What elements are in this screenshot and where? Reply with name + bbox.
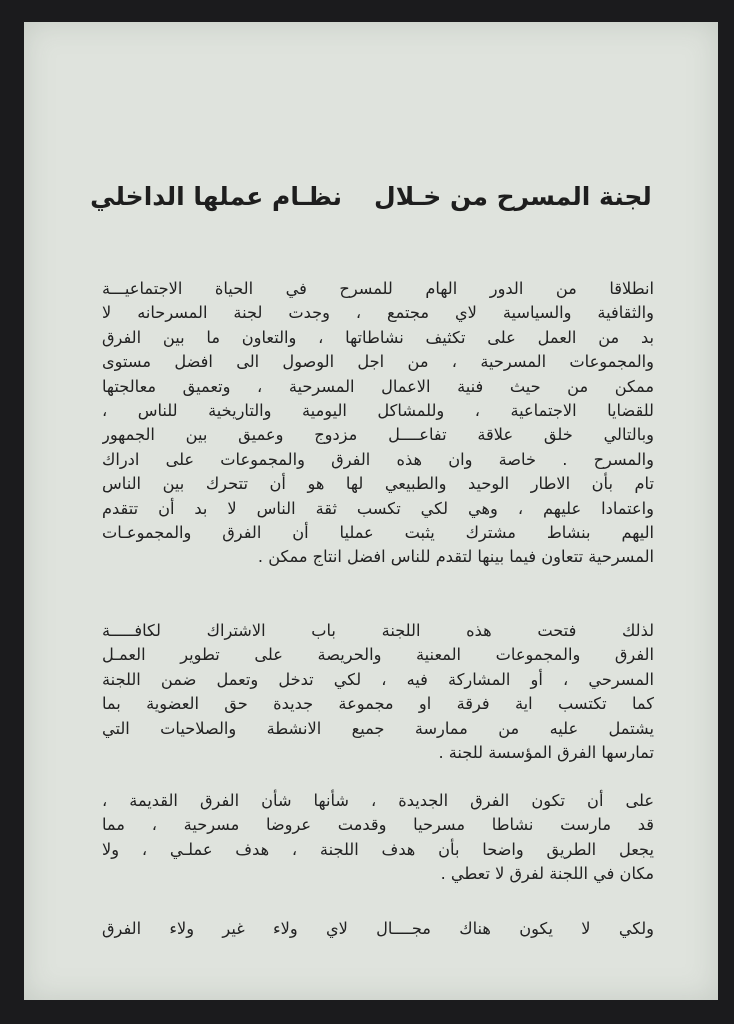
text-line: للقضايا الاجتماعية ، وللمشاكل اليومية والتاريخية للناس ، [102,400,654,420]
text-line: انطلاقا من الدور الهام للمسرح في الحياة الاجتماعيـــة [102,279,654,298]
text-line: بد من العمل على تكثيف نشاطاتها ، والتعاون ما بين الفرق [102,327,654,347]
page-title [24,182,718,211]
paragraph-1 [102,277,654,570]
title-part-2: نظـام عملها الداخلي [90,182,342,211]
text-line: تام بأن الاطار الوحيد والطبيعي لها هو أن تتحرك بين الناس [102,474,654,494]
text-line: يجعل الطريق واضحا بأن هدف اللجنة ، هدف عملـي ، ولا [102,839,654,859]
text-line: وبالتالي خلق علاقة تفاعــــل مزدوج وعميق بين الجمهور [102,425,654,445]
text-line: على أن تكون الفرق الجديدة ، شأنها شأن الفرق القديمة ، [102,791,654,810]
text-line: والمجموعات المسرحية ، من اجل الوصول الى افضل مستوى [102,352,654,372]
text-line: يشتمل عليه من ممارسة جميع الانشطة والصلاحيات التي [102,718,654,738]
text-line: قد مارست نشاطا مسرحيا وقدمت عروضا مسرحية ، مما [102,815,654,835]
text-line: الفرق والمجموعات المعنية والحريصة على تطوير العمـل [102,645,654,665]
text-line: اليهم بنشاط مشترك يثبت عمليا أن الفرق والمجموعـات [102,522,654,542]
text-line: المسرحي ، أو المشاركة فيه ، لكي تدخل وتعمل ضمن اللجنة [102,669,654,689]
text-line: مكان في اللجنة لفرق لا تعطي . [440,864,654,884]
title-part-1: لجنة المسرح من خـلال [374,182,652,211]
text-line: ممكن من حيث فنية الاعمال المسرحية ، وتعميق معالجتها [102,376,654,396]
paragraph-2 [102,619,654,765]
text-line: ولكي لا يكون هناك مجــــال لاي ولاء غير ولاء الفرق [102,919,654,938]
text-line: كما تكتسب اية فرقة او مجموعة جديدة حق العضوية بما [102,694,654,714]
text-line: والمسرح . خاصة وان هذه الفرق والمجموعات على ادراك [102,449,654,469]
document-page [24,22,718,1000]
text-line: والثقافية والسياسية لاي مجتمع ، وجدت لجنة المسرحانه لا [102,303,654,323]
paragraph-3 [102,789,654,887]
paragraph-4 [102,917,654,941]
text-line: تمارسها الفرق المؤسسة للجنة . [438,742,654,762]
text-line: واعتمادا عليهم ، وهي لكي تكسب ثقة الناس لا بد أن تتقدم [102,498,654,518]
text-line: المسرحية تتعاون فيما بينها لتقدم للناس افضل انتاج ممكن . [257,547,654,567]
text-line: لذلك فتحت هذه اللجنة باب الاشتراك لكافـــــة [102,621,654,640]
